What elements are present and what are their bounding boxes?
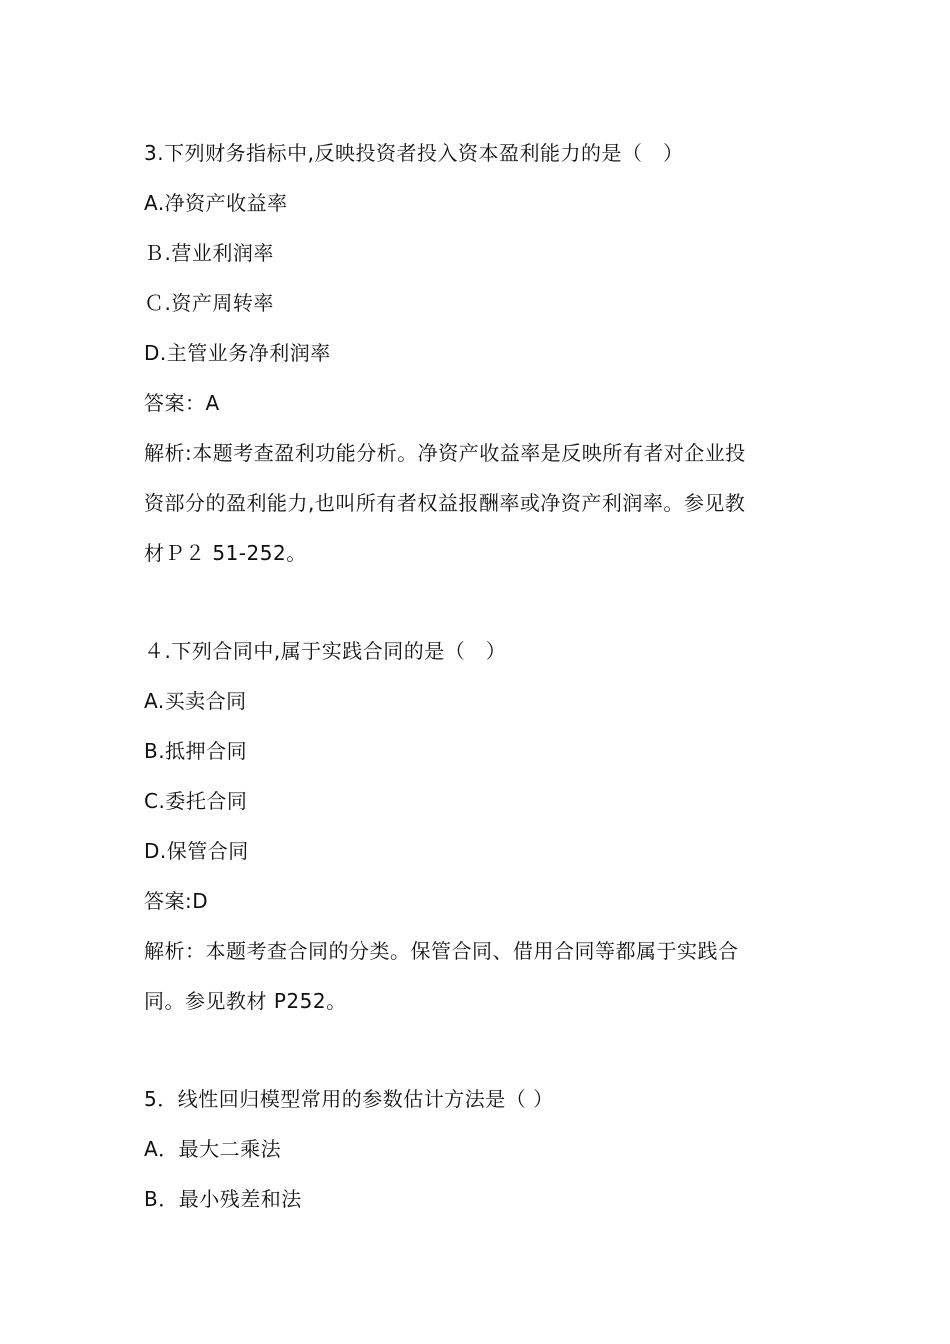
question-stem: 3.下列财务指标中,反映投资者投入资本盈利能力的是（ ） xyxy=(144,141,684,165)
answer: 答案:D xyxy=(144,889,209,913)
option-d: D.保管合同 xyxy=(144,839,249,863)
question-5 xyxy=(144,1074,824,1224)
analysis-line: 同。参见教材 P252。 xyxy=(144,989,347,1013)
document-page xyxy=(144,128,824,1224)
option-b: B.抵押合同 xyxy=(144,739,248,763)
question-4 xyxy=(144,626,824,1026)
spacer xyxy=(144,578,824,626)
option-a: A.买卖合同 xyxy=(144,689,247,713)
question-stem: ４.下列合同中,属于实践合同的是（ ） xyxy=(144,639,507,663)
option-a: A.净资产收益率 xyxy=(144,191,288,215)
spacer xyxy=(144,1026,824,1074)
option-d: D.主管业务净利润率 xyxy=(144,341,331,365)
analysis-line: 资部分的盈利能力,也叫所有者权益报酬率或净资产利润率。参见教 xyxy=(144,491,746,515)
option-b: B．最小残差和法 xyxy=(144,1187,302,1211)
analysis-line: 解析：本题考查合同的分类。保管合同、借用合同等都属于实践合 xyxy=(144,939,739,963)
option-a: A．最大二乘法 xyxy=(144,1137,282,1161)
option-c: C.委托合同 xyxy=(144,789,248,813)
analysis-line: 材Ｐ２ 51-252。 xyxy=(144,541,307,565)
option-b: Ｂ.营业利润率 xyxy=(144,241,274,265)
option-c: Ｃ.资产周转率 xyxy=(144,291,274,315)
answer: 答案：A xyxy=(144,391,220,415)
question-3 xyxy=(144,128,824,578)
question-stem: 5．线性回归模型常用的参数估计方法是（ ） xyxy=(144,1087,554,1111)
analysis-line: 解析:本题考查盈利功能分析。净资产收益率是反映所有者对企业投 xyxy=(144,441,746,465)
